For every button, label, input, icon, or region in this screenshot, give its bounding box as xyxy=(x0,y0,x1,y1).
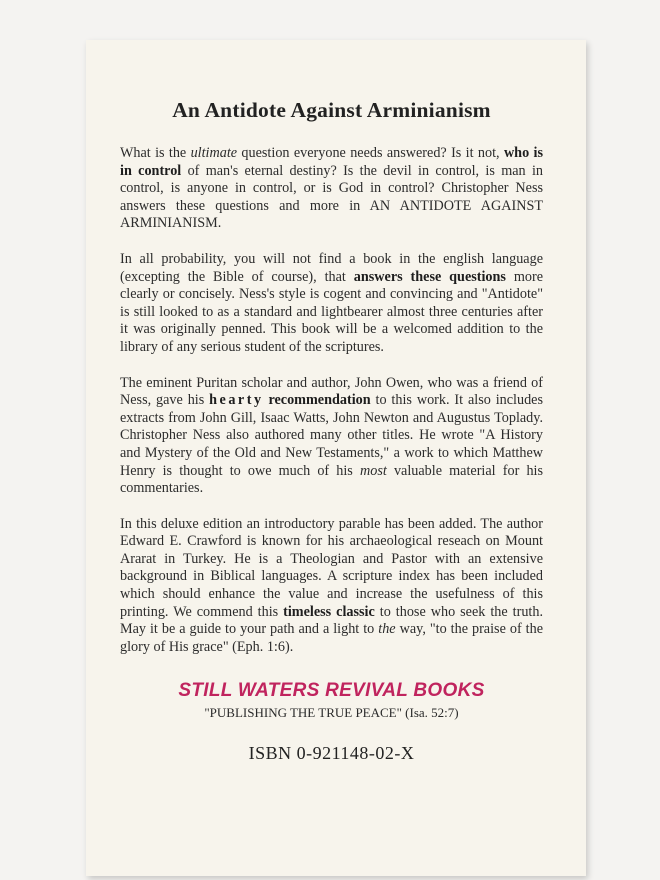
p4-text-e: way, "to the praise of the glory of His grace" (Eph. 1:6). xyxy=(120,621,543,655)
p4-italic-the: the xyxy=(378,621,396,638)
p2-text-c: more clearly or concisely. Ness's style is cogent and convincing and "Antidote" is still looked to as a standard and lightbearer almost three centuries after it was originally penned. This book will be a welcomed addition to the library of any serious student of the scriptures. xyxy=(120,268,544,355)
isbn: ISBN 0-921148-02-X xyxy=(248,743,415,764)
p1-text-c: question everyone needs answered? Is it not, xyxy=(237,145,504,161)
p4-text-c: to those who seek the truth. May it be a guide to your path and a light to xyxy=(120,603,543,638)
p1-italic-ultimate: ultimate xyxy=(190,145,238,161)
paragraph-3 xyxy=(120,375,543,498)
publisher-tagline: "PUBLISHING THE TRUE PEACE" (Isa. 52:7) xyxy=(204,705,459,721)
p4-bold-timeless: timeless classic xyxy=(283,603,375,620)
p3-text-a: The eminent Puritan scholar and author, John Owen, who was a friend of Ness, gave his xyxy=(120,374,543,409)
paragraph-1 xyxy=(120,145,543,233)
p1-text-e: of man's eternal destiny? Is the devil in control, is man in control, is anyone in control, or is God in control? Christopher Ness answers these questions and more in AN ANTIDOTE AGAINST ARMINIANISM. xyxy=(120,162,543,232)
p1-bold-control: who is in control xyxy=(120,145,543,179)
book-title: An Antidote Against Arminianism xyxy=(172,98,491,122)
publisher-name: STILL WATERS REVIVAL BOOKS xyxy=(178,680,485,702)
p3-bold-hearty: hearty xyxy=(209,392,264,409)
p1-text-a: What is the xyxy=(120,145,191,161)
cover-content xyxy=(120,98,543,764)
paragraph-2 xyxy=(120,251,543,357)
p4-text-a: In this deluxe edition an introductory parable has been added. The author Edward E. Crawford is known for his archaeological reseach on Mount Ararat in Turkey. He is a Theologian and Pastor with an extensive background in Biblical languages. A scripture index has been included which should enhance the value and increase the usefulness of this printing. We commend this xyxy=(120,515,543,620)
p3-text-e: to this work. It also includes extracts from John Gill, Isaac Watts, John Newton and Augustus Toplady. Christopher Ness also authored many other titles. He wrote "A History and Mystery of the Old and New Testaments," a work to which Matthew Henry is thought to owe much of his xyxy=(120,392,543,479)
p3-bold-recommendation: recommendation xyxy=(268,392,371,409)
p2-text-a: In all probability, you will not find a book in the english language (excepting the Bible of course), that xyxy=(120,250,543,285)
book-back-cover xyxy=(86,40,586,876)
p2-bold-answers: answers these questions xyxy=(353,268,506,285)
paragraph-4 xyxy=(120,516,543,657)
p3-italic-most: most xyxy=(359,462,387,479)
p3-text-g: valuable material for his commentaries. xyxy=(120,462,543,497)
